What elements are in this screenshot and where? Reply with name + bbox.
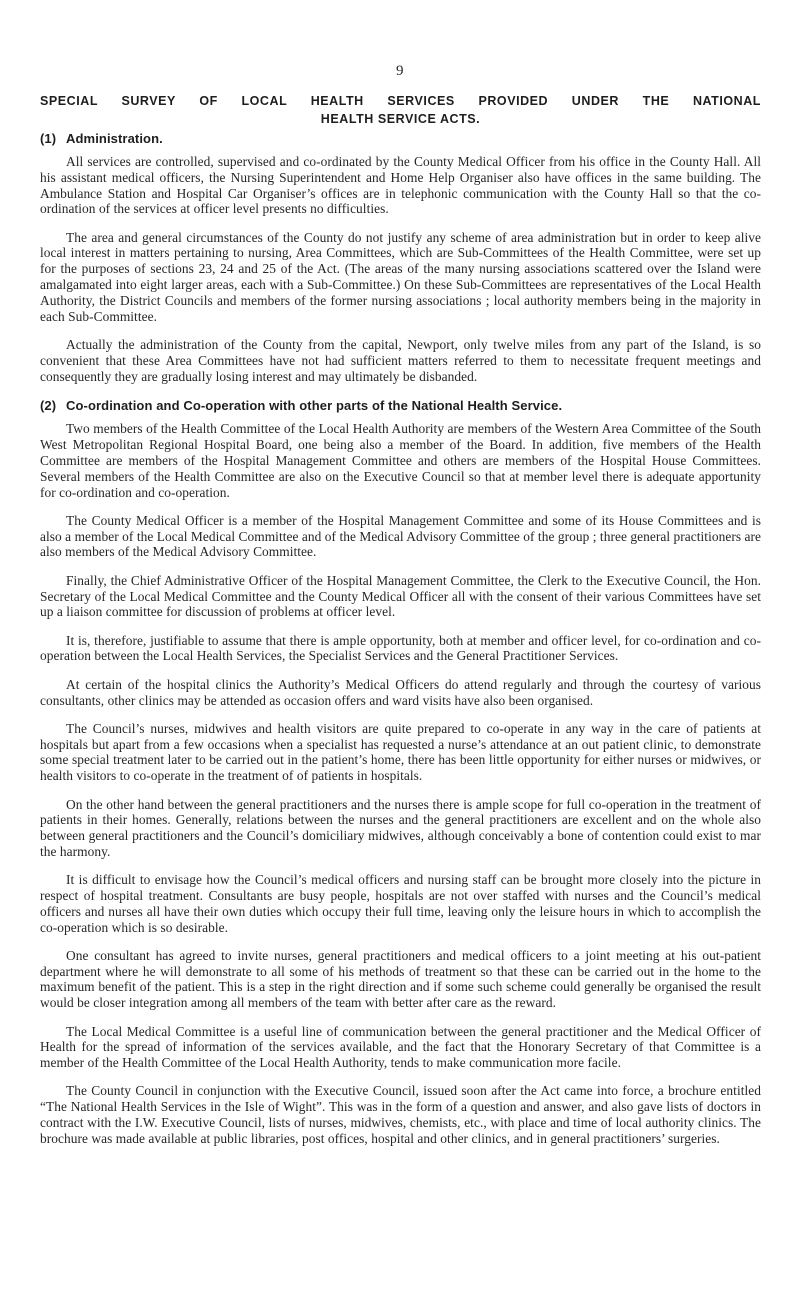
- paragraph: The County Medical Officer is a member of the Hospital Management Committee and some of its House Committees and is also a member of the Local Medical Committee and of the Medical Advisory Committee of the group ; three general practitioners are also members of the Medical Advisory Committee.: [40, 512, 761, 560]
- paragraph: One consultant has agreed to invite nurses, general practitioners and medical officers to a joint meeting at his out-patient department where he will demonstrate to all some of his methods of treatment so that these can be carried out in the home to the maximum benefit of the patient. This is a step in the right direction and if some such scheme could generally be organised the result would be closer integration among all members of the team with better after care as the reward.: [40, 947, 761, 1011]
- paragraph: It is, therefore, justifiable to assume that there is ample opportunity, both at member and officer level, for co-ordination and co-operation between the Local Health Services, the Specialist Services and the General Practitioner Services.: [40, 632, 761, 664]
- paragraph: Finally, the Chief Administrative Officer of the Hospital Management Committee, the Clerk to the Executive Council, the Hon. Secretary of the Local Medical Committee and the County Medical Officer all with the consent of their various Committees have set up a liaison committee for discussion of problems at officer level.: [40, 572, 761, 620]
- paragraph: At certain of the hospital clinics the Authority’s Medical Officers do attend regularly and through the courtesy of various consultants, other clinics may be attended as occasion offers and ward visits have also been organised.: [40, 676, 761, 708]
- document-body: [40, 130, 761, 1147]
- section-heading-coordination: [40, 397, 761, 414]
- section-heading-administration: [40, 130, 761, 147]
- paragraph: The area and general circumstances of the County do not justify any scheme of area administration but in order to keep alive local interest in matters pertaining to nursing, Area Committees, which are Sub-Committees of the Health Committee, were set up for the purposes of sections 23, 24 and 25 of the Act. (The areas of the many nursing associations scattered over the Island were amalgamated into eight larger areas, each with a Sub-Committee.) On these Sub-Committees are representatives of the Local Health Authority, the District Councils and members of the former nursing associations ; local authority members being in the majority in each Sub-Committee.: [40, 229, 761, 324]
- paragraph: Two members of the Health Committee of the Local Health Authority are members of the Western Area Committee of the South West Metropolitan Regional Hospital Board, one being also a member of the Board. In addition, five members of the Health Committee are members of the Hospital Management Committee and others are members of the Hospital House Committees. Several members of the Health Committee are also on the Executive Council so that at member level there is adequate apportunity for co-ordination and co-operation.: [40, 421, 761, 500]
- document-title-line-2: HEALTH SERVICE ACTS.: [320, 112, 481, 126]
- paragraph: The Council’s nurses, midwives and health visitors are quite prepared to co-operate in any way in the care of patients at hospitals but apart from a few occasions when a specialist has requested a nurse’s attendance at an out patient clinic, to demonstrate some special treatment later to be carried out in the patient’s home, there has been little opportunity for either nurses or midwives, or health visitors to co-operate in the treatment of of patients in hospitals.: [40, 720, 761, 784]
- document-title-line-1: SPECIAL SURVEY OF LOCAL HEALTH SERVICES PROVIDED UNDER THE NATIONAL: [40, 94, 761, 108]
- section-title: Administration.: [66, 131, 163, 146]
- paragraph: On the other hand between the general practitioners and the nurses there is ample scope for full co-operation in the treatment of patients in their homes. Generally, relations between the nurses and the general practitioners are excellent and on the whole also between general practitioners and the Council’s domiciliary midwives, although conceivably a bone of contention could exist to mar the harmony.: [40, 796, 761, 859]
- section-number: (1): [40, 131, 57, 146]
- paragraph: It is difficult to envisage how the Council’s medical officers and nursing staff can be brought more closely into the picture in respect of hospital treatment. Consultants are busy people, hospitals are not over staffed with nurses and the Council’s medical officers and nurses all have their own duties which occupy their full time, leaving only the leisure hours in which to accomplish the co-operation which is so desirable.: [40, 872, 761, 935]
- paragraph: Actually the administration of the County from the capital, Newport, only twelve miles from any part of the Island, is so convenient that these Area Committees have not had sufficient matters referred to them to necessitate frequent meetings and consequently they are gradually losing interest and may ultimately be disbanded.: [40, 336, 761, 384]
- paragraph: The Local Medical Committee is a useful line of communication between the general practitioner and the Medical Officer of Health for the spread of information of the services available, and the fact that the Honorary Secretary of that Committee is a member of the Health Committee of the Local Health Authority, tends to make communication more facile.: [40, 1023, 761, 1071]
- page-number: 9: [396, 63, 404, 79]
- document-title: [40, 92, 761, 128]
- section-number: (2): [40, 398, 57, 414]
- paragraph: All services are controlled, supervised and co-ordinated by the County Medical Officer from his office in the County Hall. All his assistant medical officers, the Nursing Superintendent and Home Help Organiser also have offices in the same building. The Ambulance Station and Hospital Car Organiser’s offices are in telephonic communication with the County Hall so that the co-ordination of the services at officer level presents no difficulties.: [40, 154, 761, 217]
- paragraph: The County Council in conjunction with the Executive Council, issued soon after the Act came into force, a brochure entitled “The National Health Services in the Isle of Wight”. This was in the form of a question and answer, and also gave lists of doctors in contract with the I.W. Executive Council, lists of nurses, midwives, chemists, etc., with place and time of local authority clinics. The brochure was made available at public libraries, post offices, hospital and other clinics, and in general practitioners’ surgeries.: [40, 1083, 761, 1146]
- section-title: Co-ordination and Co-operation with other parts of the National Health Service.: [66, 398, 563, 414]
